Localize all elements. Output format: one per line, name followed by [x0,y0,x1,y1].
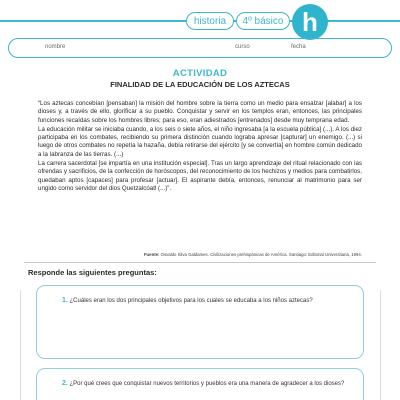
reading-paragraph: La educación militar se iniciaba cuando, a los seis o siete años, el niño ingresaba [a la escuela pública] (...). A los diez participaba en los combates, recibiendo su primera distinción cuando lograba apresar [capturar] un enemigo. (...) si luego de otros combates no repetía la hazaña, debía retirarse del ejército [y se convertía] en hombre común dedicado a la labranza de las tierras. (...) [38,125,362,158]
question-prompt: ¿Por qué crees que conquistar nuevos territorios y pueblos era una manera de agradecer a los dioses? [69,381,345,387]
reading-passage [38,100,362,194]
header-bar [0,0,400,40]
name-field[interactable]: nombre [45,44,66,50]
reading-paragraph: “Los aztecas concebían [pensaban] la misión del hombre sobre la tierra como un medio para ensalzar [alabar] a los dioses y, a través de ello, glorificar a su pueblo. Conquistar y servir en los templos eran, entonces, las principales funciones recaídas sobre los hombres libres; para eso, eran adiestrados [entrenados] desde muy temprana edad. [38,100,362,124]
right-margin-line [380,290,381,400]
activity-title: ACTIVIDAD [172,68,228,79]
question-number: 1. [62,297,68,304]
grade-badge: 4º básico [236,12,290,30]
source-label: Fuente: [143,252,160,257]
left-margin-line [20,290,21,400]
questions-heading: Responde las siguientes preguntas: [28,268,157,277]
question-number: 2. [62,380,68,387]
source-text: Osvaldo Silva Galdames. Civilizaciones prehispánicas de América. Santiago: Editorial Universitaria, 1994. [160,252,362,257]
reading-paragraph: La carrera sacerdotal [se impartía en una institución especial]. Tras un largo aprendizaje del ritual relacionado con las ofrendas y sacrificios, de la confección de horóscopos, del reconocimiento de los hechizos y medios para combatirlos, quedaban aptos [capaces] para profesar [actuar]. El aspirante debía, entonces, renunciar al matrimonio para ser ungido como servidor del dios Quetzalcóatl (...)”. [38,160,362,192]
course-field[interactable]: curso [235,44,250,50]
source-citation [38,252,362,257]
logo: h [292,4,328,40]
divider [24,262,376,263]
activity-subtitle: FINALIDAD DE LA EDUCACIÓN DE LOS AZTECAS [110,80,290,89]
subject-badge: historia [186,12,234,30]
question-text [62,297,347,305]
student-info-bar [8,38,392,58]
question-box[interactable] [36,285,364,359]
question-prompt: ¿Cuáles eran los dos principales objetivos para los cuales se educaba a los niños aztecas? [69,298,313,304]
date-field[interactable]: fecha [291,44,306,50]
question-box[interactable] [36,368,364,400]
question-text [62,380,347,388]
